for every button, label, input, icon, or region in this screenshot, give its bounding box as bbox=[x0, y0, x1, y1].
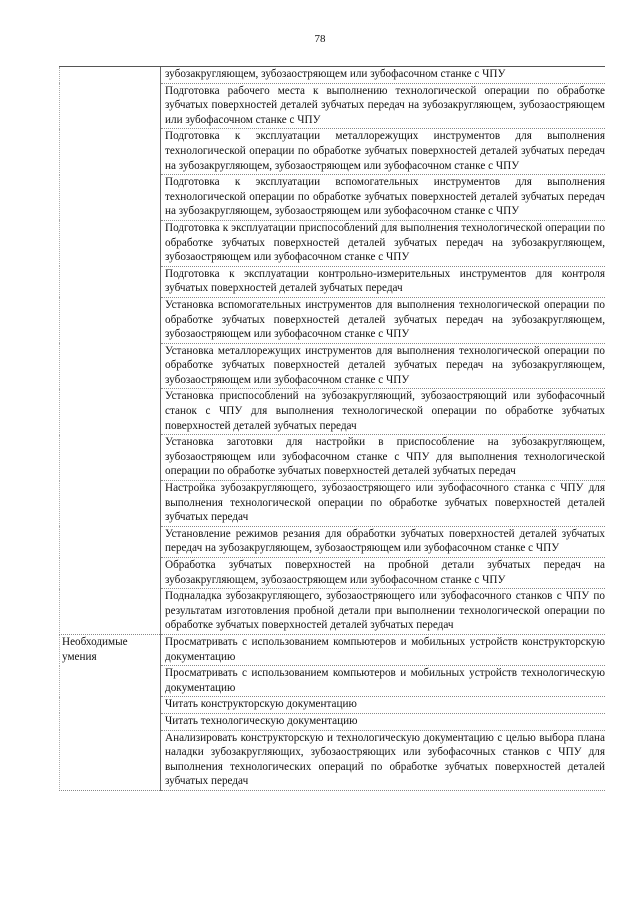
table-cell: Анализировать конструкторскую и технологическую документацию с целью выбора плана наладки зубозакругляющих, зубозаостряющих или зубофасочных станков с ЧПУ для выполнения технологических операций по обработке зубчатых поверхностей деталей зубчатых передач bbox=[161, 730, 606, 790]
table-cell: Установка вспомогательных инструментов для выполнения технологической операции по обработке зубчатых поверхностей деталей зубчатых передач на зубозакругляющем, зубозаостряющем или зубофасочном станке с ЧПУ bbox=[161, 297, 606, 343]
requirements-table bbox=[59, 66, 605, 791]
table-row bbox=[60, 67, 606, 84]
table-cell: Установка приспособлений на зубозакругляющий, зубозаостряющий или зубофасочный станок с ЧПУ для выполнения технологической операции по обработке зубчатых поверхностей деталей зубчатых передач bbox=[161, 389, 606, 435]
skills-label: Необходимые умения bbox=[60, 634, 161, 790]
table-cell: Настройка зубозакругляющего, зубозаостряющего или зубофасочного станка с ЧПУ для выполнения технологической операции по обработке зубчатых поверхностей деталей зубчатых передач bbox=[161, 481, 606, 527]
page-number: 78 bbox=[314, 33, 326, 45]
table-cell: Установление режимов резания для обработки зубчатых поверхностей деталей зубчатых передач на зубозакругляющем, зубозаостряющем или зубофасочном станке с ЧПУ bbox=[161, 526, 606, 557]
actions-label-cell bbox=[60, 67, 161, 635]
table-cell: Подготовка к эксплуатации приспособлений для выполнения технологической операции по обработке зубчатых поверхностей деталей зубчатых передач на зубозакругляющем, зубозаостряющем или зубофасочном станке с ЧПУ bbox=[161, 220, 606, 266]
table-cell: Установка заготовки для настройки в приспособление на зубозакругляющем, зубозаостряющем или зубофасочном станке с ЧПУ для выполнения технологической операции по обработке зубчатых поверхностей деталей зубчатых передач bbox=[161, 435, 606, 481]
table-cell: Читать конструкторскую документацию bbox=[161, 697, 606, 714]
table-cell: Подналадка зубозакругляющего, зубозаостряющего или зубофасочного станков с ЧПУ по результатам изготовления пробной детали при выполнении технологической операции по обработке зубчатых поверхностей деталей зубчатых передач bbox=[161, 589, 606, 635]
table-cell: Просматривать с использованием компьютеров и мобильных устройств конструкторскую документацию bbox=[161, 634, 606, 665]
table-cell: Подготовка рабочего места к выполнению технологической операции по обработке зубчатых поверхностей деталей зубчатых передач на зубозакругляющем, зубозаостряющем или зубофасочном станке с ЧПУ bbox=[161, 83, 606, 129]
table-cell: Обработка зубчатых поверхностей на пробной детали зубчатых передач на зубозакругляющем, зубозаостряющем или зубофасочном станке с ЧПУ bbox=[161, 558, 606, 589]
table-cell: Установка металлорежущих инструментов для выполнения технологической операции по обработке зубчатых поверхностей деталей зубчатых передач на зубозакругляющем, зубозаостряющем или зубофасочном станке с ЧПУ bbox=[161, 343, 606, 389]
table-cell: Читать технологическую документацию bbox=[161, 713, 606, 730]
table-cell: Подготовка к эксплуатации металлорежущих инструментов для выполнения технологической операции по обработке зубчатых поверхностей деталей зубчатых передач на зубозакругляющем, зубозаостряющем или зубофасочном станке с ЧПУ bbox=[161, 129, 606, 175]
table-cell: Подготовка к эксплуатации контрольно-измерительных инструментов для контроля зубчатых поверхностей деталей зубчатых передач bbox=[161, 266, 606, 297]
table-row bbox=[60, 634, 606, 665]
table-cell: Просматривать с использованием компьютеров и мобильных устройств технологическую документацию bbox=[161, 666, 606, 697]
table-cell: зубозакругляющем, зубозаостряющем или зубофасочном станке с ЧПУ bbox=[161, 67, 606, 84]
table-cell: Подготовка к эксплуатации вспомогательных инструментов для выполнения технологической операции по обработке зубчатых поверхностей деталей зубчатых передач на зубозакругляющем, зубозаостряющем или зубофасочном станке с ЧПУ bbox=[161, 175, 606, 221]
